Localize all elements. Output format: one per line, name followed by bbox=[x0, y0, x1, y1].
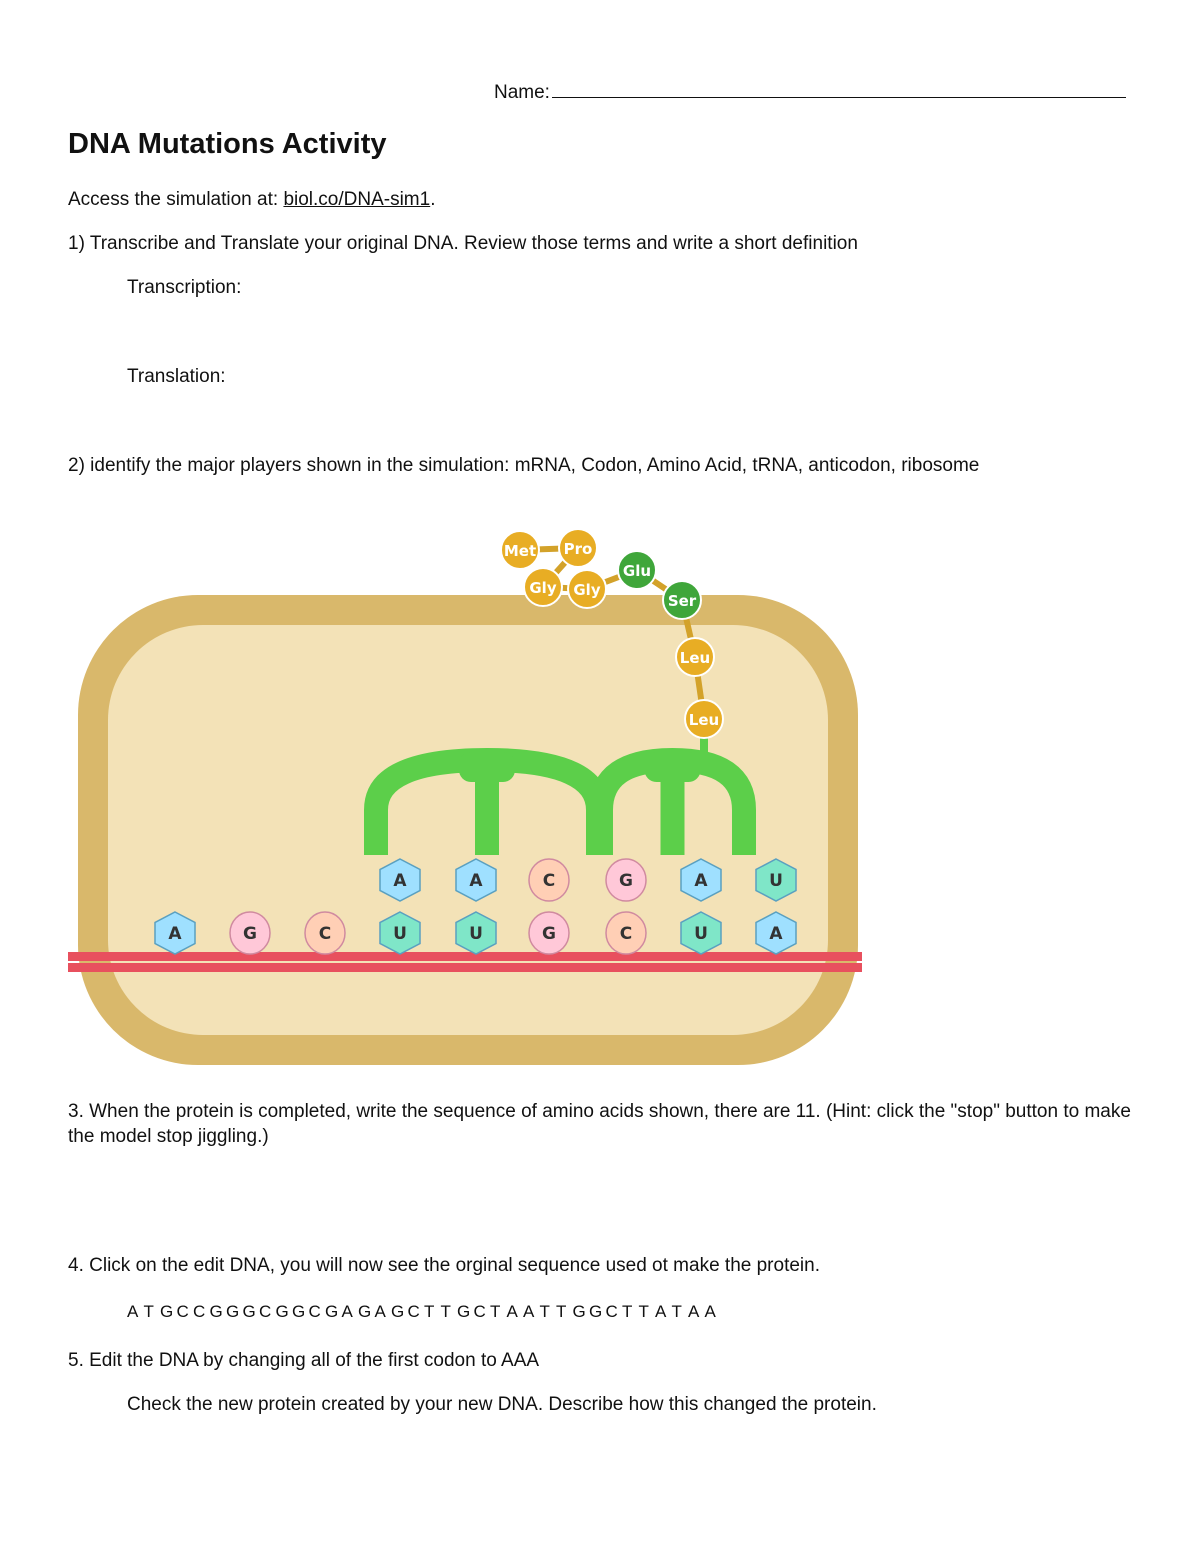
svg-text:C: C bbox=[318, 924, 332, 944]
name-field[interactable] bbox=[494, 78, 1126, 104]
dna-base: T bbox=[671, 1302, 682, 1321]
dna-base: A bbox=[655, 1302, 667, 1321]
dna-base: G bbox=[226, 1302, 240, 1321]
name-blank-line[interactable] bbox=[552, 78, 1126, 98]
dna-base: T bbox=[622, 1302, 633, 1321]
dna-base: C bbox=[176, 1302, 189, 1321]
name-label: Name: bbox=[494, 82, 550, 103]
svg-text:Ser: Ser bbox=[667, 592, 697, 610]
dna-base: C bbox=[259, 1302, 272, 1321]
svg-text:Met: Met bbox=[503, 542, 537, 560]
svg-text:C: C bbox=[542, 871, 556, 891]
svg-text:C: C bbox=[619, 924, 633, 944]
dna-base: A bbox=[341, 1302, 353, 1321]
dna-base: G bbox=[242, 1302, 256, 1321]
svg-text:A: A bbox=[694, 871, 708, 891]
svg-text:U: U bbox=[469, 924, 483, 944]
question-4: 4. Click on the edit DNA, you will now see the orginal sequence used ot make the protein. bbox=[68, 1255, 820, 1276]
dna-base: A bbox=[127, 1302, 139, 1321]
svg-text:G: G bbox=[542, 924, 556, 944]
svg-text:A: A bbox=[168, 924, 182, 944]
svg-text:A: A bbox=[769, 924, 783, 944]
dna-sequence bbox=[127, 1302, 721, 1322]
amino-acid bbox=[524, 568, 562, 606]
question-5: 5. Edit the DNA by changing all of the first codon to AAA bbox=[68, 1350, 540, 1371]
svg-text:Gly: Gly bbox=[529, 579, 557, 597]
mrna-base bbox=[606, 912, 646, 954]
dna-base: T bbox=[143, 1302, 154, 1321]
dna-base: G bbox=[572, 1302, 586, 1321]
simulation-link[interactable]: biol.co/DNA-sim1 bbox=[283, 189, 431, 210]
svg-text:A: A bbox=[393, 871, 407, 891]
amino-acid bbox=[618, 551, 656, 589]
mrna-base bbox=[529, 912, 569, 954]
svg-text:Leu: Leu bbox=[688, 711, 720, 729]
dna-base: T bbox=[556, 1302, 567, 1321]
dna-base: C bbox=[193, 1302, 206, 1321]
dna-base: T bbox=[539, 1302, 550, 1321]
svg-text:Glu: Glu bbox=[622, 562, 652, 580]
translation-simulation-figure bbox=[68, 520, 862, 1075]
dna-base: C bbox=[407, 1302, 420, 1321]
amino-acid bbox=[559, 529, 597, 567]
dna-base: A bbox=[374, 1302, 386, 1321]
question-2: 2) identify the major players shown in the simulation: mRNA, Codon, Amino Acid, tRNA, anticodon, ribosome bbox=[68, 455, 980, 476]
svg-text:U: U bbox=[393, 924, 407, 944]
svg-text:G: G bbox=[243, 924, 257, 944]
mrna-base bbox=[305, 912, 345, 954]
svg-text:Leu: Leu bbox=[679, 649, 711, 667]
translation-label: Translation: bbox=[127, 366, 226, 387]
dna-base: T bbox=[440, 1302, 451, 1321]
anticodon-base bbox=[529, 859, 569, 901]
dna-base: G bbox=[292, 1302, 306, 1321]
dna-base: G bbox=[275, 1302, 289, 1321]
amino-acid bbox=[663, 581, 701, 619]
question-3: 3. When the protein is completed, write the sequence of amino acids shown, there are 11. (Hint: click the "stop" button to make the model stop jiggling.) bbox=[68, 1101, 1131, 1147]
svg-text:U: U bbox=[769, 871, 783, 891]
amino-acid bbox=[676, 638, 714, 676]
dna-base: A bbox=[688, 1302, 700, 1321]
anticodon-base bbox=[606, 859, 646, 901]
dna-base: T bbox=[424, 1302, 435, 1321]
document-title: DNA Mutations Activity bbox=[68, 128, 387, 160]
svg-text:Pro: Pro bbox=[563, 540, 593, 558]
dna-base: G bbox=[391, 1302, 405, 1321]
dna-base: A bbox=[523, 1302, 535, 1321]
dna-base: G bbox=[209, 1302, 223, 1321]
dna-base: C bbox=[605, 1302, 618, 1321]
question-1: 1) Transcribe and Translate your original DNA. Review those terms and write a short definition bbox=[68, 233, 858, 254]
dna-base: G bbox=[325, 1302, 339, 1321]
transcription-label: Transcription: bbox=[127, 277, 242, 298]
amino-acid bbox=[685, 700, 723, 738]
dna-base: C bbox=[308, 1302, 321, 1321]
dna-base: T bbox=[638, 1302, 649, 1321]
svg-text:Gly: Gly bbox=[573, 581, 601, 599]
dna-base: G bbox=[160, 1302, 174, 1321]
svg-text:G: G bbox=[619, 871, 633, 891]
svg-text:U: U bbox=[694, 924, 708, 944]
dna-base: A bbox=[506, 1302, 518, 1321]
dna-base: G bbox=[358, 1302, 372, 1321]
dna-base: C bbox=[473, 1302, 486, 1321]
mrna-base bbox=[230, 912, 270, 954]
dna-base: T bbox=[490, 1302, 501, 1321]
question-5-followup: Check the new protein created by your new DNA. Describe how this changed the protein. bbox=[127, 1394, 877, 1415]
dna-base: A bbox=[704, 1302, 716, 1321]
amino-acid bbox=[568, 570, 606, 608]
dna-base: G bbox=[589, 1302, 603, 1321]
dna-base: G bbox=[457, 1302, 471, 1321]
amino-acid bbox=[501, 531, 539, 569]
access-line bbox=[68, 189, 435, 211]
access-suffix: . bbox=[430, 189, 436, 210]
access-prefix: Access the simulation at: bbox=[68, 189, 284, 210]
svg-text:A: A bbox=[469, 871, 483, 891]
